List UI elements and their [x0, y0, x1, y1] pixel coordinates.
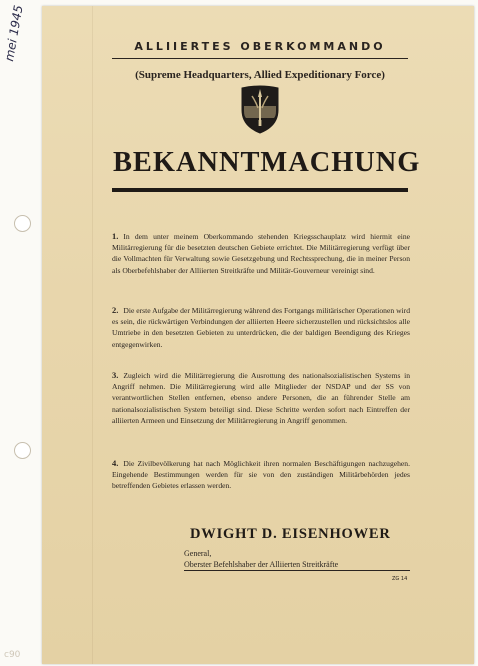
paper-fold-line: [92, 6, 93, 664]
paragraph-text: Zugleich wird die Militärregierung die Ausrottung des nationalsozialistischen Systems in Angriff nehmen. Die Militärregierung wird alle Mitglieder der NSDAP und der SS von verantwortlichen Stellen entfernen, ebenso andere Personen, die an führender Stelle am nationalsozialistischen System beteiligt sind. Diese Schritte werden sofort nach Eintreffen der alliierten Armeen und Einsetzung der Militärregierung in Angriff genommen.: [112, 371, 410, 425]
paragraph-1: [112, 231, 410, 276]
signatory-name: DWIGHT D. EISENHOWER: [190, 526, 391, 542]
paragraph-number: 2.: [112, 305, 119, 315]
command-english-subtitle: (Supreme Headquarters, Allied Expeditionary Force): [135, 69, 385, 81]
punch-hole-icon: [14, 215, 31, 232]
document-title: BEKANNTMACHUNG: [113, 146, 421, 178]
paragraph-4: [112, 458, 410, 492]
paragraph-number: 4.: [112, 458, 119, 468]
print-code: ZG 14: [392, 576, 408, 582]
paragraph-2: [112, 305, 410, 350]
handwritten-date-note: mei 1945: [2, 4, 26, 63]
shaef-shoulder-patch-icon: [240, 84, 280, 134]
title-rule: [112, 188, 408, 192]
command-heading: ALLIIERTES OBERKOMMANDO: [134, 40, 386, 53]
archive-mark: c90: [4, 650, 21, 660]
paragraph-text: Die Zivilbevölkerung hat nach Möglichkeit ihren normalen Beschäftigungen nachzugehen. Eingehende Bestimmungen werden für sie von den zuständigen Militärbehörden jedes betreffenden Gebietes erlassen werden.: [112, 459, 410, 491]
signatory-rank: General,: [184, 549, 212, 558]
signatory-title: Oberster Befehlshaber der Alliierten Streitkräfte: [184, 560, 410, 571]
punch-hole-icon: [14, 442, 31, 459]
paragraph-text: In dem unter meinem Oberkommando stehenden Kriegsschauplatz wird hiermit eine Militärregierung für die besetzten deutschen Gebiete errichtet. Die Militärregierung verfügt über die Vollmachten für Verwaltung sowie Gesetzgebung und Rechtssprechung, die in meiner Person als Oberbefehlshaber der Alliierten Streitkräfte und Militär-Gouverneur vereinigt sind.: [112, 232, 410, 275]
paragraph-number: 3.: [112, 370, 119, 380]
paragraph-text: Die erste Aufgabe der Militärregierung während des Fortgangs militärischer Operationen wird es sein, die rückwärtigen Verbindungen der alliierten Heere sicherzustellen und rücksichtslos alle Umtriebe in den besetzten Gebieten zu unterdrücken, die der baldigen Beendigung des Krieges entgegenwirken.: [112, 306, 410, 349]
paragraph-number: 1.: [112, 231, 119, 241]
heading-rule: [112, 58, 408, 59]
paragraph-3: [112, 370, 410, 426]
